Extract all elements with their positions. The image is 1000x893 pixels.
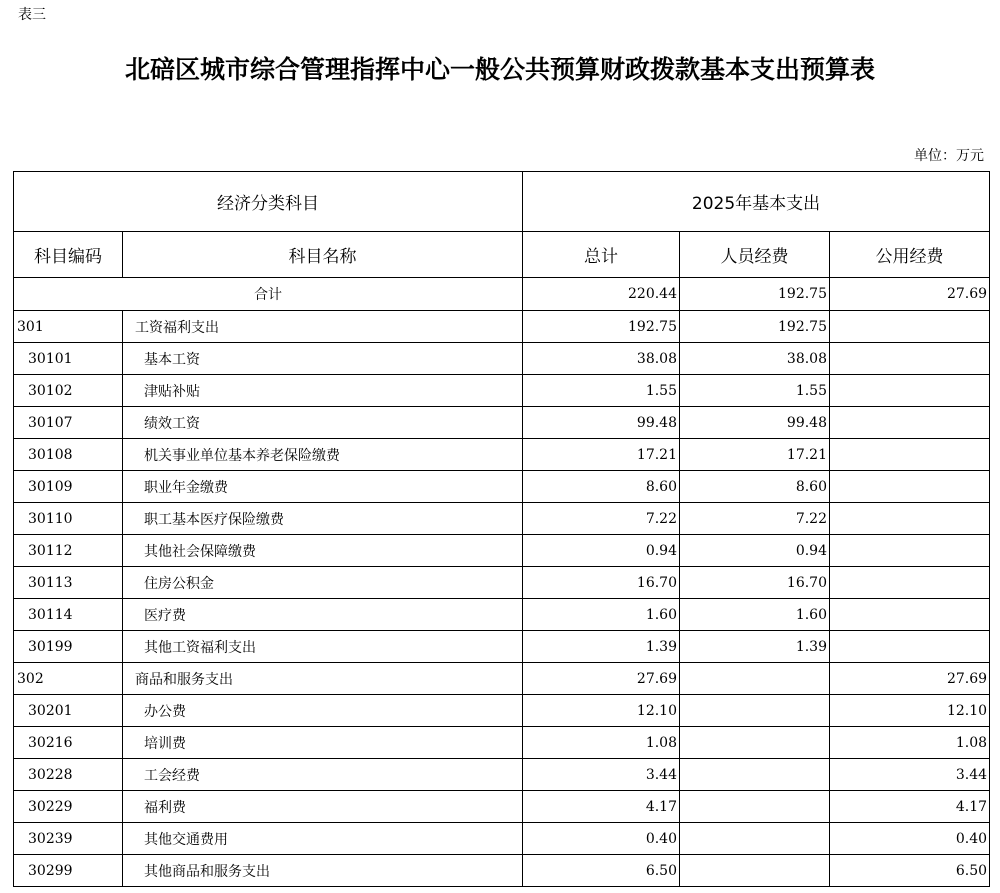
table-row xyxy=(14,855,990,887)
row-name: 福利费 xyxy=(123,791,523,823)
row-total: 17.21 xyxy=(523,439,680,471)
page-title: 北碚区城市综合管理指挥中心一般公共预算财政拨款基本支出预算表 xyxy=(124,55,875,84)
row-personnel: 17.21 xyxy=(680,439,830,471)
row-personnel: 16.70 xyxy=(680,567,830,599)
row-personnel xyxy=(680,759,830,791)
table-row xyxy=(14,727,990,759)
row-public: 27.69 xyxy=(830,663,990,695)
row-personnel: 1.60 xyxy=(680,599,830,631)
table-row xyxy=(14,599,990,631)
row-personnel: 1.55 xyxy=(680,375,830,407)
header-total: 总计 xyxy=(523,232,680,278)
row-personnel xyxy=(680,791,830,823)
row-total: 1.39 xyxy=(523,631,680,663)
table-row xyxy=(14,407,990,439)
row-code: 301 xyxy=(14,311,123,343)
row-name: 基本工资 xyxy=(123,343,523,375)
row-total: 4.17 xyxy=(523,791,680,823)
row-public xyxy=(830,343,990,375)
row-code: 30101 xyxy=(14,343,123,375)
row-code: 30112 xyxy=(14,535,123,567)
row-name: 津贴补贴 xyxy=(123,375,523,407)
table-row xyxy=(14,503,990,535)
row-name: 培训费 xyxy=(123,727,523,759)
row-code: 30199 xyxy=(14,631,123,663)
row-personnel: 1.39 xyxy=(680,631,830,663)
row-code: 30239 xyxy=(14,823,123,855)
header-public: 公用经费 xyxy=(830,232,990,278)
row-total: 3.44 xyxy=(523,759,680,791)
row-code: 30110 xyxy=(14,503,123,535)
header-code: 科目编码 xyxy=(14,232,123,278)
row-total: 1.55 xyxy=(523,375,680,407)
table-row xyxy=(14,759,990,791)
header-row-2 xyxy=(14,232,990,278)
row-name: 机关事业单位基本养老保险缴费 xyxy=(123,439,523,471)
header-name: 科目名称 xyxy=(123,232,523,278)
row-total: 0.94 xyxy=(523,535,680,567)
table-row xyxy=(14,631,990,663)
row-name: 其他工资福利支出 xyxy=(123,631,523,663)
row-total: 38.08 xyxy=(523,343,680,375)
table-row xyxy=(14,823,990,855)
row-code: 30216 xyxy=(14,727,123,759)
row-total: 16.70 xyxy=(523,567,680,599)
row-public: 12.10 xyxy=(830,695,990,727)
row-total: 27.69 xyxy=(523,663,680,695)
row-public xyxy=(830,439,990,471)
header-personnel: 人员经费 xyxy=(680,232,830,278)
table-row xyxy=(14,535,990,567)
row-code: 30229 xyxy=(14,791,123,823)
row-name: 职业年金缴费 xyxy=(123,471,523,503)
row-code: 30107 xyxy=(14,407,123,439)
row-total: 8.60 xyxy=(523,471,680,503)
row-public xyxy=(830,375,990,407)
row-name: 工资福利支出 xyxy=(123,311,523,343)
row-total: 7.22 xyxy=(523,503,680,535)
row-code: 302 xyxy=(14,663,123,695)
row-code: 30102 xyxy=(14,375,123,407)
row-public: 1.08 xyxy=(830,727,990,759)
row-public xyxy=(830,471,990,503)
row-code: 30108 xyxy=(14,439,123,471)
row-name: 其他商品和服务支出 xyxy=(123,855,523,887)
row-personnel: 7.22 xyxy=(680,503,830,535)
row-total: 1.60 xyxy=(523,599,680,631)
row-code: 30201 xyxy=(14,695,123,727)
total-personnel: 192.75 xyxy=(680,278,830,311)
table-row xyxy=(14,695,990,727)
table-row xyxy=(14,663,990,695)
table-row xyxy=(14,311,990,343)
row-personnel xyxy=(680,663,830,695)
row-personnel: 8.60 xyxy=(680,471,830,503)
row-total: 6.50 xyxy=(523,855,680,887)
row-public xyxy=(830,503,990,535)
row-total: 12.10 xyxy=(523,695,680,727)
row-code: 30114 xyxy=(14,599,123,631)
table-row xyxy=(14,439,990,471)
header-year-expense: 2025年基本支出 xyxy=(523,172,990,232)
row-personnel: 192.75 xyxy=(680,311,830,343)
row-code: 30228 xyxy=(14,759,123,791)
table-row xyxy=(14,375,990,407)
row-name: 其他交通费用 xyxy=(123,823,523,855)
row-personnel xyxy=(680,855,830,887)
row-code: 30113 xyxy=(14,567,123,599)
row-public xyxy=(830,407,990,439)
budget-table xyxy=(13,171,990,887)
row-name: 医疗费 xyxy=(123,599,523,631)
row-personnel xyxy=(680,695,830,727)
row-public xyxy=(830,599,990,631)
table-row xyxy=(14,471,990,503)
row-public: 0.40 xyxy=(830,823,990,855)
row-code: 30299 xyxy=(14,855,123,887)
total-label: 合计 xyxy=(14,278,523,311)
row-public xyxy=(830,311,990,343)
row-public xyxy=(830,535,990,567)
row-name: 其他社会保障缴费 xyxy=(123,535,523,567)
row-personnel xyxy=(680,727,830,759)
header-row-1 xyxy=(14,172,990,232)
table-row xyxy=(14,343,990,375)
row-name: 办公费 xyxy=(123,695,523,727)
total-total: 220.44 xyxy=(523,278,680,311)
row-total: 1.08 xyxy=(523,727,680,759)
header-category: 经济分类科目 xyxy=(14,172,523,232)
row-name: 工会经费 xyxy=(123,759,523,791)
row-personnel: 38.08 xyxy=(680,343,830,375)
row-code: 30109 xyxy=(14,471,123,503)
total-row xyxy=(14,278,990,311)
row-name: 住房公积金 xyxy=(123,567,523,599)
row-total: 99.48 xyxy=(523,407,680,439)
table-row xyxy=(14,567,990,599)
unit-label: 单位：万元 xyxy=(914,148,984,164)
row-personnel: 99.48 xyxy=(680,407,830,439)
row-name: 职工基本医疗保险缴费 xyxy=(123,503,523,535)
row-total: 0.40 xyxy=(523,823,680,855)
row-public: 6.50 xyxy=(830,855,990,887)
row-public: 4.17 xyxy=(830,791,990,823)
row-total: 192.75 xyxy=(523,311,680,343)
row-personnel xyxy=(680,823,830,855)
row-name: 商品和服务支出 xyxy=(123,663,523,695)
table-row xyxy=(14,791,990,823)
total-public: 27.69 xyxy=(830,278,990,311)
table-number-tag: 表三 xyxy=(18,7,46,23)
row-public: 3.44 xyxy=(830,759,990,791)
row-public xyxy=(830,631,990,663)
row-name: 绩效工资 xyxy=(123,407,523,439)
row-personnel: 0.94 xyxy=(680,535,830,567)
row-public xyxy=(830,567,990,599)
